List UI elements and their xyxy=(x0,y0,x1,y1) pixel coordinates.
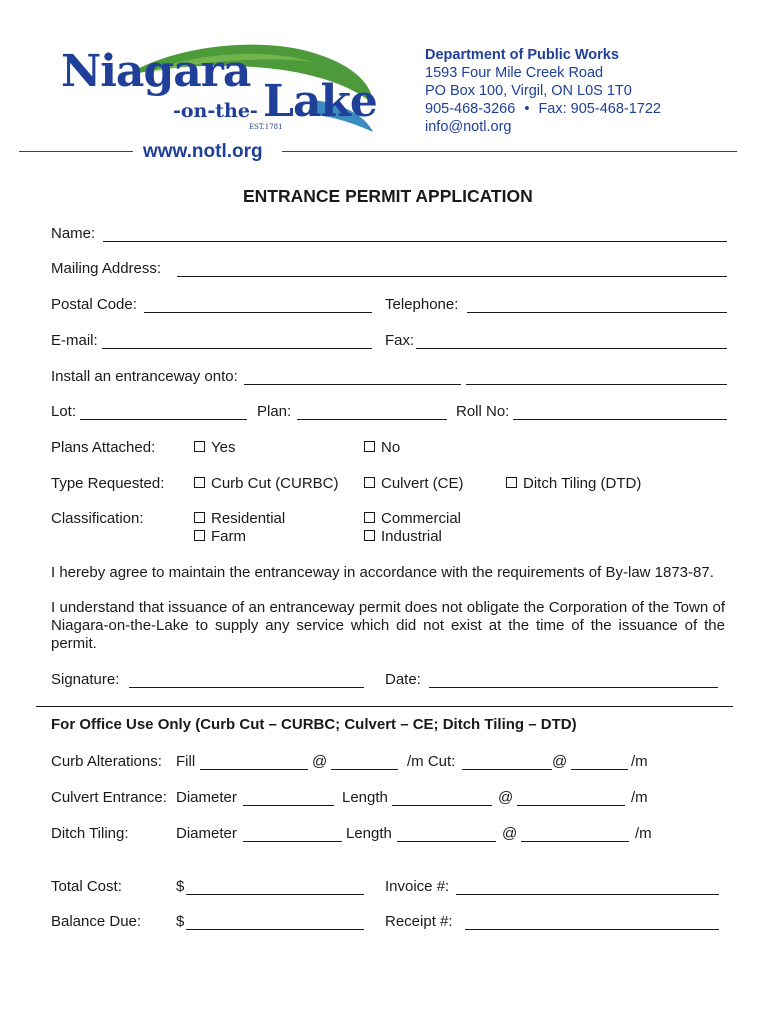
classification-label: Classification: xyxy=(51,510,144,527)
plans-no-option[interactable] xyxy=(364,439,400,456)
plans-yes-label: Yes xyxy=(211,439,236,456)
total-dollar-sign: $ xyxy=(176,878,185,895)
per-m-cut-label: /m Cut: xyxy=(407,753,456,770)
header-rule-left xyxy=(19,151,133,152)
balance-dollar-sign: $ xyxy=(176,913,185,930)
checkbox-icon[interactable] xyxy=(364,441,375,452)
address-line-2: PO Box 100, Virgil, ON L0S 1T0 xyxy=(425,83,632,99)
roll-no-label: Roll No: xyxy=(456,403,510,420)
phone-number: 905-468-3266 xyxy=(425,101,516,117)
roll-no-field[interactable] xyxy=(513,419,727,420)
install-field-2[interactable] xyxy=(466,384,727,385)
cut-rate-field[interactable] xyxy=(571,769,628,770)
culvert-diameter-label: Diameter xyxy=(176,789,237,806)
plans-attached-label: Plans Attached: xyxy=(51,439,156,456)
logo xyxy=(55,38,380,138)
form-title: ENTRANCE PERMIT APPLICATION xyxy=(243,186,533,206)
cut-field[interactable] xyxy=(462,769,552,770)
invoice-field[interactable] xyxy=(456,894,719,895)
install-label: Install an entranceway onto: xyxy=(51,368,238,385)
checkbox-icon[interactable] xyxy=(194,477,205,488)
header-rule-right xyxy=(282,151,737,152)
culvert-entrance-label: Culvert Entrance: xyxy=(51,789,167,806)
ditch-diameter-label: Diameter xyxy=(176,825,237,842)
per-m-label: /m xyxy=(631,753,648,770)
logo-lake-text: Lake xyxy=(263,76,377,127)
telephone-label: Telephone: xyxy=(385,296,459,313)
checkbox-icon[interactable] xyxy=(194,530,205,541)
office-use-heading: For Office Use Only (Curb Cut – CURBC; Culvert – CE; Ditch Tiling – DTD) xyxy=(51,716,577,733)
industrial-label: Industrial xyxy=(381,528,442,545)
at-symbol: @ xyxy=(498,789,514,806)
plan-field[interactable] xyxy=(297,419,447,420)
lot-label: Lot: xyxy=(51,403,77,420)
address-line-1: 1593 Four Mile Creek Road xyxy=(425,65,604,81)
invoice-label: Invoice #: xyxy=(385,878,450,895)
telephone-field[interactable] xyxy=(467,312,727,313)
signature-field[interactable] xyxy=(129,687,364,688)
balance-due-field[interactable] xyxy=(186,929,364,930)
commercial-label: Commercial xyxy=(381,510,462,527)
logo-est-text: EST.1781 xyxy=(249,123,283,131)
per-m-label: /m xyxy=(631,789,648,806)
date-label: Date: xyxy=(385,671,421,688)
email-label: E-mail: xyxy=(51,332,98,349)
mailing-address-label: Mailing Address: xyxy=(51,260,162,277)
fax-number: Fax: 905-468-1722 xyxy=(538,101,661,117)
culvert-length-field[interactable] xyxy=(392,805,492,806)
type-requested-label: Type Requested: xyxy=(51,475,165,492)
understanding-text: I understand that issuance of an entranceway permit does not obligate the Corporation of the Town of Niagara-on-the-Lake to supply any service which did not exist at the time of the issuance of the permit. xyxy=(51,599,725,652)
culvert-diameter-field[interactable] xyxy=(243,805,334,806)
agreement-text: I hereby agree to maintain the entranceway in accordance with the requirements of By-law 1873-87. xyxy=(51,564,714,581)
culvert-rate-field[interactable] xyxy=(517,805,625,806)
fax-label: Fax: xyxy=(385,332,415,349)
fill-rate-field[interactable] xyxy=(331,769,398,770)
office-divider xyxy=(36,706,733,707)
signature-label: Signature: xyxy=(51,671,120,688)
checkbox-icon[interactable] xyxy=(506,477,517,488)
culvert-length-label: Length xyxy=(342,789,388,806)
checkbox-icon[interactable] xyxy=(364,477,375,488)
email-address: info@notl.org xyxy=(425,119,512,135)
bullet-icon: • xyxy=(524,101,530,117)
per-m-label: /m xyxy=(635,825,652,842)
balance-due-label: Balance Due: xyxy=(51,913,142,930)
checkbox-icon[interactable] xyxy=(194,441,205,452)
total-cost-label: Total Cost: xyxy=(51,878,122,895)
fill-label: Fill xyxy=(176,753,196,770)
ditch-length-label: Length xyxy=(346,825,392,842)
install-field-1[interactable] xyxy=(244,384,461,385)
type-curb-cut-option[interactable] xyxy=(194,475,339,492)
phone-fax-line xyxy=(425,100,661,118)
at-symbol: @ xyxy=(552,753,568,770)
name-label: Name: xyxy=(51,225,96,242)
class-farm-option[interactable] xyxy=(194,528,246,545)
postal-code-label: Postal Code: xyxy=(51,296,137,313)
checkbox-icon[interactable] xyxy=(364,512,375,523)
receipt-label: Receipt #: xyxy=(385,913,453,930)
class-residential-option[interactable] xyxy=(194,510,285,527)
at-symbol: @ xyxy=(502,825,518,842)
mailing-address-field[interactable] xyxy=(177,276,727,277)
curb-cut-label: Curb Cut (CURBC) xyxy=(211,475,339,492)
date-field[interactable] xyxy=(429,687,718,688)
ditch-diameter-field[interactable] xyxy=(243,841,342,842)
fill-field[interactable] xyxy=(200,769,308,770)
plans-no-label: No xyxy=(381,439,401,456)
website-link[interactable]: www.notl.org xyxy=(143,141,263,162)
type-culvert-option[interactable] xyxy=(364,475,464,492)
receipt-field[interactable] xyxy=(465,929,719,930)
plan-label: Plan: xyxy=(257,403,292,420)
name-field[interactable] xyxy=(103,241,727,242)
ditch-length-field[interactable] xyxy=(397,841,496,842)
logo-niagara-text: Niagara xyxy=(61,46,251,97)
total-cost-field[interactable] xyxy=(186,894,364,895)
residential-label: Residential xyxy=(211,510,286,527)
department-name: Department of Public Works xyxy=(425,47,619,63)
class-industrial-option[interactable] xyxy=(364,528,442,545)
class-commercial-option[interactable] xyxy=(364,510,461,527)
culvert-label: Culvert (CE) xyxy=(381,475,464,492)
ditch-tiling-office-label: Ditch Tiling: xyxy=(51,825,129,842)
curb-alterations-label: Curb Alterations: xyxy=(51,753,162,770)
lot-field[interactable] xyxy=(80,419,247,420)
plans-yes-option[interactable] xyxy=(194,439,235,456)
checkbox-icon[interactable] xyxy=(364,530,375,541)
at-symbol: @ xyxy=(312,753,328,770)
ditch-tiling-label: Ditch Tiling (DTD) xyxy=(523,475,642,492)
checkbox-icon[interactable] xyxy=(194,512,205,523)
logo-on-the-text: -on-the- xyxy=(173,100,258,122)
farm-label: Farm xyxy=(211,528,246,545)
ditch-rate-field[interactable] xyxy=(521,841,629,842)
contact-block xyxy=(425,46,661,136)
type-ditch-tiling-option[interactable] xyxy=(506,475,641,492)
fax-field[interactable] xyxy=(416,348,727,349)
postal-code-field[interactable] xyxy=(144,312,372,313)
email-field[interactable] xyxy=(102,348,372,349)
